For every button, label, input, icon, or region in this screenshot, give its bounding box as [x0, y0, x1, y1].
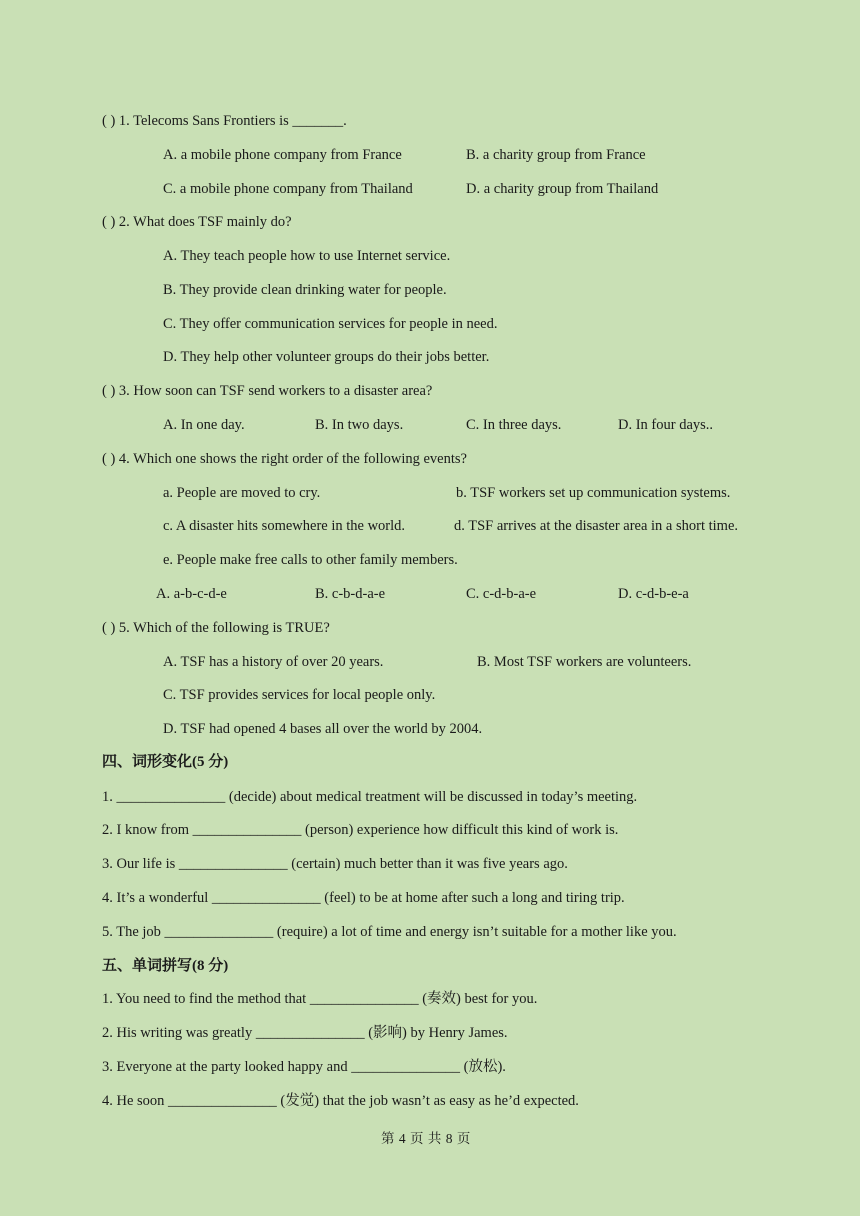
question-5-option-b: B. Most TSF workers are volunteers.: [477, 654, 692, 670]
section-4-item-5: 5. The job _______________ (require) a lot of time and energy isn’t suitable for a mother like you.: [102, 924, 677, 940]
section-4-heading: 四、词形变化(5 分): [102, 754, 229, 770]
section-5-item-4: 4. He soon _______________ (发觉) that the job wasn’t as easy as he’d expected.: [102, 1093, 579, 1109]
section-4-item-3: 3. Our life is _______________ (certain) much better than it was five years ago.: [102, 856, 568, 872]
question-4-event-a: a. People are moved to cry.: [163, 485, 321, 501]
question-4-option-d: D. c-d-b-e-a: [618, 586, 689, 602]
question-5-option-c: C. TSF provides services for local people only.: [163, 687, 436, 703]
question-4-event-e: e. People make free calls to other family members.: [163, 552, 458, 568]
question-5-option-d: D. TSF had opened 4 bases all over the world by 2004.: [163, 721, 483, 737]
page-number-footer: 第 4 页 共 8 页: [381, 1131, 471, 1146]
question-2-option-b: B. They provide clean drinking water for people.: [163, 282, 447, 298]
section-5-item-3: 3. Everyone at the party looked happy and _______________ (放松).: [102, 1059, 506, 1075]
section-5-item-1: 1. You need to find the method that _______________ (奏效) best for you.: [102, 991, 538, 1007]
question-4-option-a: A. a-b-c-d-e: [156, 586, 227, 602]
question-3-option-c: C. In three days.: [466, 417, 562, 433]
question-1-stem: ( ) 1. Telecoms Sans Frontiers is _______.: [102, 113, 347, 129]
section-5-item-2: 2. His writing was greatly _______________ (影响) by Henry James.: [102, 1025, 508, 1041]
section-4-item-4: 4. It’s a wonderful _______________ (feel) to be at home after such a long and tiring trip.: [102, 890, 625, 906]
question-2-option-a: A. They teach people how to use Internet service.: [163, 248, 451, 264]
question-3-option-d: D. In four days..: [618, 417, 714, 433]
question-2-option-c: C. They offer communication services for people in need.: [163, 316, 498, 332]
question-4-option-b: B. c-b-d-a-e: [315, 586, 386, 602]
question-2-stem: ( ) 2. What does TSF mainly do?: [102, 214, 292, 230]
question-3-stem: ( ) 3. How soon can TSF send workers to a disaster area?: [102, 383, 433, 399]
section-4-item-1: 1. _______________ (decide) about medical treatment will be discussed in today’s meeting.: [102, 789, 638, 805]
section-4-item-2: 2. I know from _______________ (person) experience how difficult this kind of work is.: [102, 822, 619, 838]
question-4-stem: ( ) 4. Which one shows the right order of the following events?: [102, 451, 467, 467]
question-2-option-d: D. They help other volunteer groups do their jobs better.: [163, 349, 490, 365]
question-1-option-a: A. a mobile phone company from France: [163, 147, 402, 163]
question-4-event-d: d. TSF arrives at the disaster area in a short time.: [454, 518, 739, 534]
question-3-option-a: A. In one day.: [163, 417, 245, 433]
question-1-option-c: C. a mobile phone company from Thailand: [163, 181, 413, 197]
question-5-stem: ( ) 5. Which of the following is TRUE?: [102, 620, 330, 636]
question-4-event-b: b. TSF workers set up communication systems.: [456, 485, 731, 501]
question-4-option-c: C. c-d-b-a-e: [466, 586, 537, 602]
question-1-option-d: D. a charity group from Thailand: [466, 181, 659, 197]
section-5-heading: 五、单词拼写(8 分): [102, 958, 229, 974]
question-4-event-c: c. A disaster hits somewhere in the world.: [163, 518, 406, 534]
question-5-option-a: A. TSF has a history of over 20 years.: [163, 654, 384, 670]
question-1-option-b: B. a charity group from France: [466, 147, 646, 163]
question-3-option-b: B. In two days.: [315, 417, 404, 433]
